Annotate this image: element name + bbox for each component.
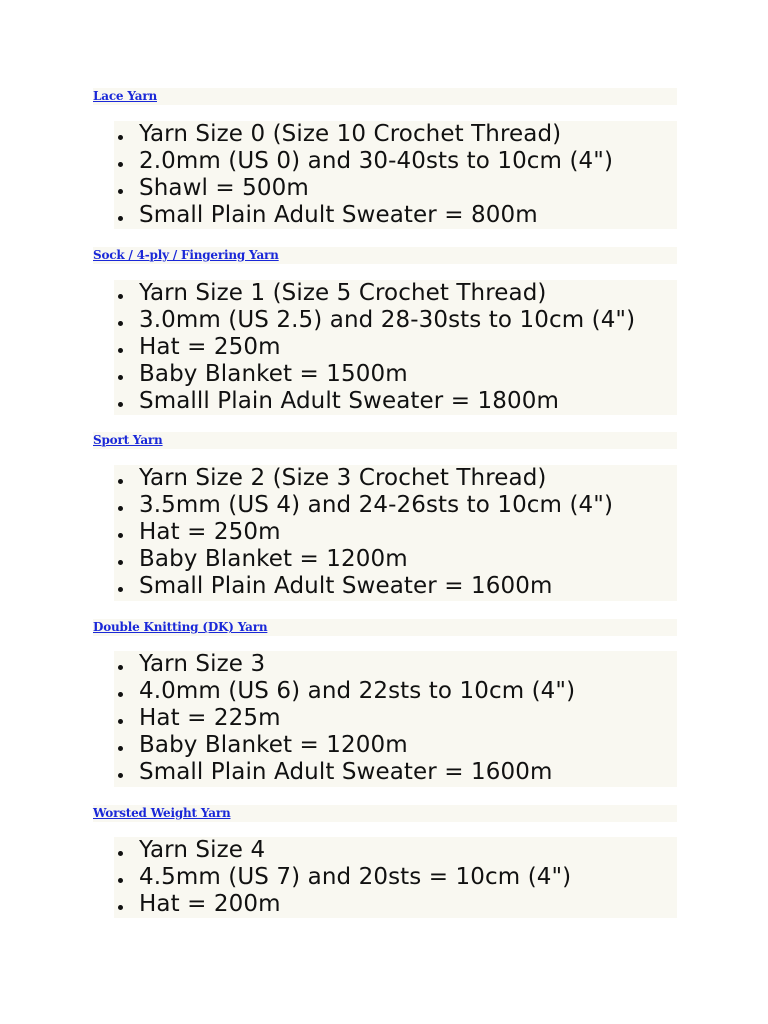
bullet-icon <box>116 573 124 600</box>
list-item <box>114 465 677 492</box>
bullet-icon <box>116 361 124 388</box>
list-item-text: Baby Blanket = 1500m <box>139 361 408 387</box>
list-item <box>114 864 677 891</box>
list-item-text: Hat = 225m <box>139 705 281 731</box>
list-item <box>114 573 677 600</box>
bullet-icon <box>116 546 124 573</box>
list-item <box>114 148 677 175</box>
list-item-text: Yarn Size 3 <box>139 651 266 677</box>
list-item-text: Hat = 250m <box>139 334 281 360</box>
section-heading-link-dk[interactable]: Double Knitting (DK) Yarn <box>93 620 268 634</box>
bullet-icon <box>116 891 124 918</box>
list-item <box>114 678 677 705</box>
bullet-icon <box>116 175 124 202</box>
bullet-icon <box>116 280 124 307</box>
list-item <box>114 388 677 415</box>
section-list-worsted <box>114 837 677 918</box>
list-item-text: 4.5mm (US 7) and 20sts = 10cm (4") <box>139 864 572 890</box>
bullet-icon <box>116 388 124 415</box>
bullet-icon <box>116 837 124 864</box>
section-list-sport <box>114 465 677 601</box>
list-item <box>114 519 677 546</box>
list-item-text: Yarn Size 0 (Size 10 Crochet Thread) <box>139 121 562 147</box>
bullet-icon <box>116 651 124 678</box>
list-item <box>114 546 677 573</box>
list-item-text: 3.5mm (US 4) and 24-26sts to 10cm (4") <box>139 492 614 518</box>
list-item-text: Baby Blanket = 1200m <box>139 546 408 572</box>
list-item <box>114 202 677 229</box>
section-heading-link-sport[interactable]: Sport Yarn <box>93 433 163 447</box>
bullet-icon <box>116 705 124 732</box>
list-item-text: Baby Blanket = 1200m <box>139 732 408 758</box>
list-item-text: 3.0mm (US 2.5) and 28-30sts to 10cm (4") <box>139 307 636 333</box>
bullet-icon <box>116 334 124 361</box>
bullet-icon <box>116 759 124 786</box>
bullet-icon <box>116 148 124 175</box>
bullet-icon <box>116 492 124 519</box>
section-list-dk <box>114 651 677 787</box>
bullet-icon <box>116 202 124 229</box>
list-item <box>114 891 677 918</box>
list-item <box>114 334 677 361</box>
section-heading-bar <box>93 619 677 636</box>
list-item <box>114 280 677 307</box>
section-list-sock <box>114 280 677 415</box>
section-heading-bar <box>93 432 677 449</box>
section-heading-bar <box>93 805 677 822</box>
bullet-icon <box>116 864 124 891</box>
bullet-icon <box>116 519 124 546</box>
list-item <box>114 307 677 334</box>
bullet-icon <box>116 465 124 492</box>
bullet-icon <box>116 732 124 759</box>
list-item-text: Hat = 250m <box>139 519 281 545</box>
list-item-text: Hat = 200m <box>139 891 281 917</box>
list-item <box>114 651 677 678</box>
section-heading-link-sock[interactable]: Sock / 4-ply / Fingering Yarn <box>93 248 279 262</box>
list-item-text: Small Plain Adult Sweater = 1600m <box>139 573 553 599</box>
section-heading-bar <box>93 247 677 264</box>
bullet-icon <box>116 307 124 334</box>
section-heading-link-worsted[interactable]: Worsted Weight Yarn <box>93 806 231 820</box>
list-item <box>114 837 677 864</box>
list-item <box>114 121 677 148</box>
list-item-text: 2.0mm (US 0) and 30-40sts to 10cm (4") <box>139 148 614 174</box>
list-item-text: Small Plain Adult Sweater = 800m <box>139 202 538 228</box>
bullet-icon <box>116 121 124 148</box>
list-item-text: Shawl = 500m <box>139 175 309 201</box>
list-item-text: Yarn Size 2 (Size 3 Crochet Thread) <box>139 465 547 491</box>
list-item-text: Smalll Plain Adult Sweater = 1800m <box>139 388 559 414</box>
list-item <box>114 492 677 519</box>
list-item-text: Yarn Size 4 <box>139 837 266 863</box>
section-heading-link-lace[interactable]: Lace Yarn <box>93 89 157 103</box>
list-item <box>114 759 677 786</box>
list-item-text: Small Plain Adult Sweater = 1600m <box>139 759 553 785</box>
list-item <box>114 361 677 388</box>
list-item <box>114 705 677 732</box>
list-item-text: Yarn Size 1 (Size 5 Crochet Thread) <box>139 280 547 306</box>
list-item-text: 4.0mm (US 6) and 22sts to 10cm (4") <box>139 678 576 704</box>
bullet-icon <box>116 678 124 705</box>
section-heading-bar <box>93 88 677 105</box>
section-list-lace <box>114 121 677 229</box>
list-item <box>114 175 677 202</box>
list-item <box>114 732 677 759</box>
